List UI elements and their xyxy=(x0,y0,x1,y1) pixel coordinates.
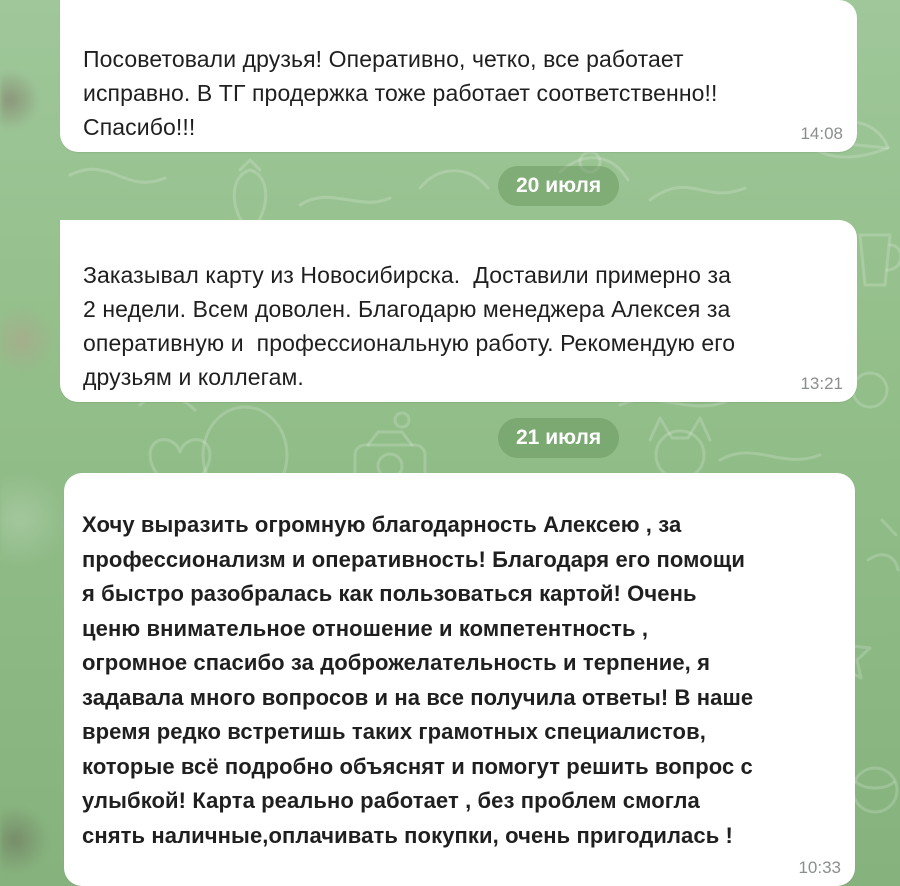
cup-icon xyxy=(860,235,900,285)
date-separator-21-july: 21 июля xyxy=(498,418,619,458)
message-time-2: 13:21 xyxy=(800,374,843,393)
message-text-2: Заказывал карту из Новосибирска. Доставили примерно за 2 недели. Всем доволен. Благодарю менеджера Алексея за оперативную и профессиональную работу. Рекомендую его друзьям и коллегам. xyxy=(83,262,736,390)
message-bubble-1[interactable] xyxy=(60,0,857,152)
date-separator-20-july: 20 июля xyxy=(498,166,619,206)
message-text-3: Хочу выразить огромную благодарность Алексею , за профессионализм и оперативность! Благодаря его помощи я быстро разобралась как пользоваться картой! Очень ценю внимательное отношение и компетентность , огромное спасибо за доброжелательность и терпение, я задавала много вопросов и на все получила ответы! В наше время редко встретишь таких грамотных специалистов, которые всё подробно объяснят и помогут решить вопрос с улыбкой! Карта реально работает , без проблем смогла снять наличные,оплачивать покупки, очень пригодилась ! xyxy=(82,512,754,848)
message-bubble-3[interactable] xyxy=(64,473,855,886)
cat-icon xyxy=(650,418,710,479)
message-bubble-2[interactable] xyxy=(60,220,857,402)
message-time-3: 10:33 xyxy=(798,858,841,877)
message-text-1: Посоветовали друзья! Оперативно, четко, все работает исправно. В ТГ продержка тоже работает соответственно!! Спасибо!!! xyxy=(83,46,718,140)
ball-icon xyxy=(853,768,897,812)
message-time-1: 14:08 xyxy=(800,124,843,143)
